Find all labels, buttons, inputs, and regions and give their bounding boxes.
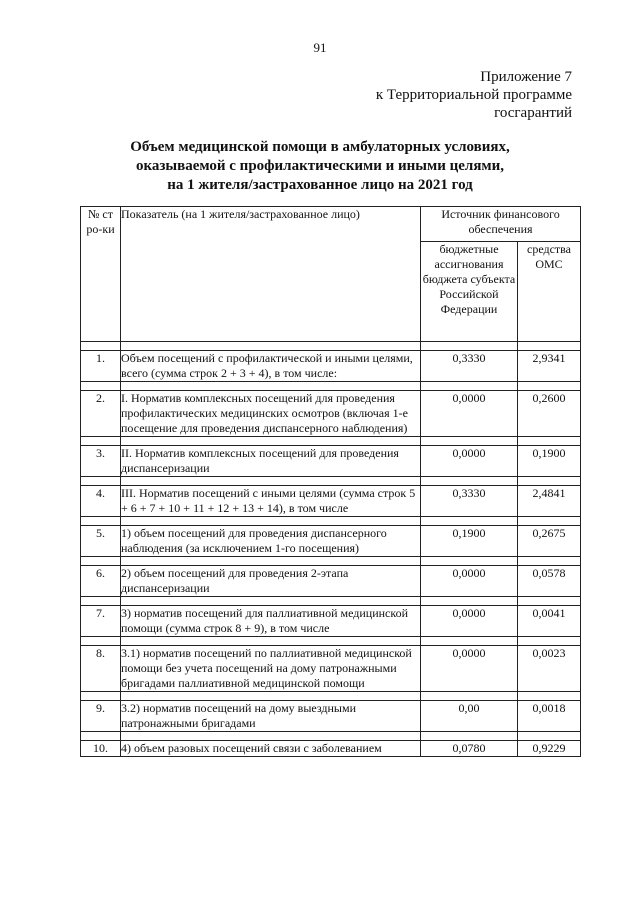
indicator-cell: 3) норматив посещений для паллиативной медицинской помощи (сумма строк 8 + 9), в том числе [121, 606, 421, 637]
title-line-2: оказываемой с профилактическими и иными целями, [135, 158, 505, 174]
row-number-cell: 4. [81, 486, 121, 517]
row-number-cell: 2. [81, 391, 121, 437]
separator-cell [421, 637, 518, 646]
oms-value-cell: 2,9341 [518, 351, 581, 382]
table-row [81, 566, 581, 597]
indicator-cell: 4) объем разовых посещений связи с заболеванием [121, 741, 421, 757]
separator-cell [81, 342, 121, 351]
budget-value-cell: 0,0780 [421, 741, 518, 757]
separator-cell [121, 382, 421, 391]
row-separator [81, 477, 581, 486]
row-separator [81, 342, 581, 351]
separator-cell [421, 517, 518, 526]
row-separator [81, 437, 581, 446]
separator-cell [518, 382, 581, 391]
separator-cell [421, 732, 518, 741]
oms-value-cell: 0,2600 [518, 391, 581, 437]
row-separator [81, 637, 581, 646]
separator-cell [421, 692, 518, 701]
table-row [81, 446, 581, 477]
separator-cell [518, 437, 581, 446]
budget-value-cell: 0,3330 [421, 486, 518, 517]
separator-cell [121, 597, 421, 606]
separator-cell [421, 557, 518, 566]
budget-value-cell: 0,1900 [421, 526, 518, 557]
separator-cell [518, 597, 581, 606]
annex-line-2: к Территориальной программе [375, 87, 572, 103]
indicator-cell: III. Норматив посещений с иными целями (сумма строк 5 + 6 + 7 + 10 + 11 + 12 + 13 + 14), в том числе [121, 486, 421, 517]
row-separator [81, 732, 581, 741]
table-row [81, 486, 581, 517]
separator-cell [518, 637, 581, 646]
budget-value-cell: 0,0000 [421, 606, 518, 637]
oms-value-cell: 0,0578 [518, 566, 581, 597]
table-header-row [81, 207, 581, 242]
separator-cell [81, 517, 121, 526]
table-row [81, 741, 581, 757]
oms-value-cell: 2,4841 [518, 486, 581, 517]
oms-value-cell: 0,0023 [518, 646, 581, 692]
indicator-cell: 2) объем посещений для проведения 2-этапа диспансеризации [121, 566, 421, 597]
indicator-cell: Объем посещений с профилактической и иными целями, всего (сумма строк 2 + 3 + 4), в том числе: [121, 351, 421, 382]
separator-cell [81, 637, 121, 646]
separator-cell [421, 477, 518, 486]
row-separator [81, 382, 581, 391]
table-row [81, 646, 581, 692]
title-line-1: Объем медицинской помощи в амбулаторных условиях, [130, 139, 510, 155]
separator-cell [121, 517, 421, 526]
separator-cell [518, 692, 581, 701]
budget-value-cell: 0,0000 [421, 646, 518, 692]
oms-value-cell: 0,9229 [518, 741, 581, 757]
indicator-cell: 1) объем посещений для проведения диспансерного наблюдения (за исключением 1-го посещения) [121, 526, 421, 557]
separator-cell [81, 557, 121, 566]
row-number-cell: 7. [81, 606, 121, 637]
separator-cell [421, 382, 518, 391]
oms-value-cell: 0,2675 [518, 526, 581, 557]
row-separator [81, 557, 581, 566]
row-number-cell: 3. [81, 446, 121, 477]
row-number-cell: 10. [81, 741, 121, 757]
oms-value-cell: 0,0018 [518, 701, 581, 732]
separator-cell [518, 732, 581, 741]
annex-header [376, 68, 572, 122]
separator-cell [81, 382, 121, 391]
volume-table [80, 206, 581, 757]
separator-cell [121, 732, 421, 741]
table-body [81, 342, 581, 757]
separator-cell [421, 342, 518, 351]
separator-cell [81, 437, 121, 446]
indicator-cell: II. Норматив комплексных посещений для проведения диспансеризации [121, 446, 421, 477]
oms-value-cell: 0,0041 [518, 606, 581, 637]
header-oms: средства ОМС [518, 241, 581, 341]
annex-line-1: Приложение 7 [480, 69, 572, 85]
row-number-cell: 6. [81, 566, 121, 597]
indicator-cell: 3.1) норматив посещений по паллиативной медицинской помощи без учета посещений на дому патронажными бригадами паллиативной медицинской помощи [121, 646, 421, 692]
separator-cell [121, 637, 421, 646]
row-number-cell: 9. [81, 701, 121, 732]
separator-cell [518, 517, 581, 526]
title-line-3: на 1 жителя/застрахованное лицо на 2021 год [167, 177, 473, 193]
separator-cell [81, 732, 121, 741]
indicator-cell: 3.2) норматив посещений на дому выездными патронажными бригадами [121, 701, 421, 732]
separator-cell [81, 477, 121, 486]
separator-cell [518, 557, 581, 566]
separator-cell [518, 477, 581, 486]
indicator-cell: I. Норматив комплексных посещений для проведения профилактических медицинских осмотров (включая 1-е посещение для проведения диспансерного наблюдения) [121, 391, 421, 437]
separator-cell [121, 557, 421, 566]
separator-cell [518, 342, 581, 351]
row-separator [81, 517, 581, 526]
page-number: 91 [313, 40, 327, 55]
separator-cell [121, 477, 421, 486]
row-number-cell: 5. [81, 526, 121, 557]
budget-value-cell: 0,0000 [421, 391, 518, 437]
table-row [81, 526, 581, 557]
separator-cell [81, 597, 121, 606]
row-number-cell: 8. [81, 646, 121, 692]
table-row [81, 606, 581, 637]
annex-line-3: госгарантий [494, 105, 572, 121]
separator-cell [81, 692, 121, 701]
oms-value-cell: 0,1900 [518, 446, 581, 477]
document-title [0, 138, 640, 195]
header-indicator: Показатель (на 1 жителя/застрахованное лицо) [121, 207, 421, 342]
budget-value-cell: 0,00 [421, 701, 518, 732]
budget-value-cell: 0,0000 [421, 566, 518, 597]
separator-cell [421, 597, 518, 606]
table-row [81, 351, 581, 382]
table-row [81, 701, 581, 732]
table-row [81, 391, 581, 437]
budget-value-cell: 0,3330 [421, 351, 518, 382]
separator-cell [121, 437, 421, 446]
header-budget: бюджетные ассигнования бюджета субъекта Российской Федерации [421, 241, 518, 341]
row-number-cell: 1. [81, 351, 121, 382]
row-separator [81, 692, 581, 701]
separator-cell [421, 437, 518, 446]
separator-cell [121, 692, 421, 701]
header-financing-source: Источник финансового обеспечения [421, 207, 581, 242]
header-row-number: № стро-ки [81, 207, 121, 342]
row-separator [81, 597, 581, 606]
separator-cell [121, 342, 421, 351]
budget-value-cell: 0,0000 [421, 446, 518, 477]
